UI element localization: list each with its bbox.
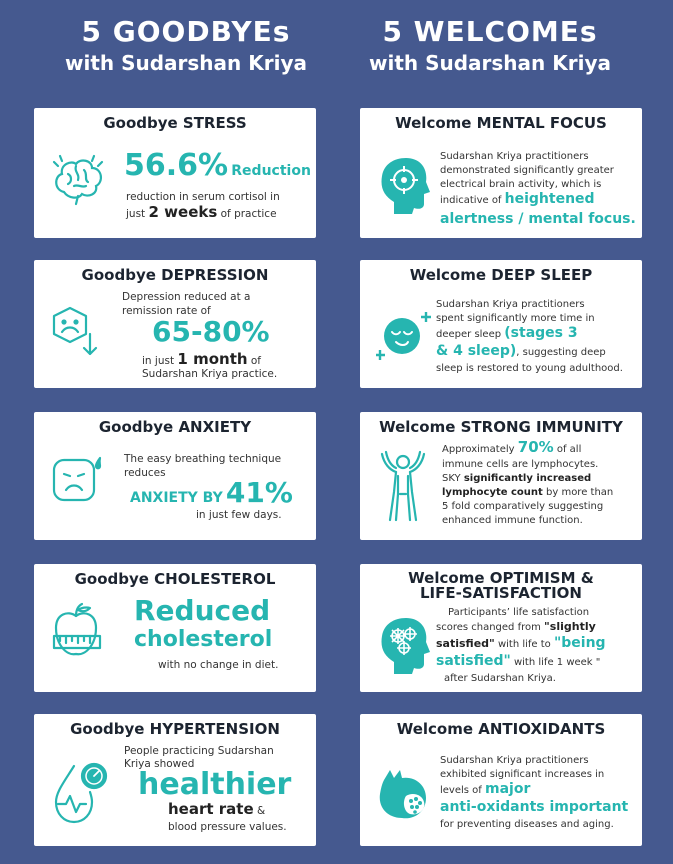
card-welcome-deep-sleep: [360, 260, 642, 388]
card-title: Welcome MENTAL FOCUS: [395, 114, 607, 132]
depression-stat: 65-80%: [152, 315, 270, 348]
stress-stat: 56.6%: [124, 148, 229, 183]
card-title: Goodbye ANXIETY: [98, 418, 252, 436]
antioxidants-line1: Sudarshan Kriya practitioners: [440, 755, 589, 766]
focus-line1: Sudarshan Kriya practitioners: [440, 151, 589, 162]
sleep-highlight1: (stages 3: [504, 325, 578, 341]
depression-line1: Depression reduced at a: [122, 291, 251, 303]
optimism-line1: Participants’ life satisfaction: [448, 607, 590, 618]
stress-line2-post: of practice: [217, 208, 277, 220]
depression-line3-pre: in just: [142, 355, 178, 367]
optimism-bold1: "slightly: [544, 620, 596, 633]
anxiety-stat: 41%: [225, 476, 293, 509]
sleep-line5: sleep is restored to young adulthood.: [436, 363, 623, 374]
sad-face-down-arrow-icon: [48, 304, 102, 358]
optimism-line3-post: with life to: [494, 639, 554, 650]
cholesterol-stat-line1: Reduced: [134, 594, 271, 627]
depression-line4: Sudarshan Kriya practice.: [142, 368, 278, 380]
focus-line3: electrical brain activity, which is: [440, 179, 602, 190]
card-goodbye-depression: [34, 260, 316, 388]
hypertension-line1: People practicing Sudarshan: [124, 745, 274, 757]
goodbyes-header: [36, 16, 336, 76]
immunity-bold2: lymphocyte count: [442, 487, 543, 498]
apple-measuring-tape-icon: [50, 602, 108, 666]
card-welcome-mental-focus: [360, 108, 642, 238]
antioxidants-line3-pre: levels of: [440, 785, 485, 796]
pomegranate-icon: [376, 766, 432, 820]
cholesterol-line1: with no change in diet.: [158, 659, 279, 671]
antioxidants-highlight1: major: [485, 781, 531, 797]
card-goodbye-anxiety: [34, 412, 316, 540]
welcomes-subheading: with Sudarshan Kriya: [368, 51, 611, 75]
depression-line2: remission rate of: [122, 305, 211, 317]
hypertension-amp: &: [253, 805, 266, 817]
immunity-stat: 70%: [517, 438, 554, 456]
card-title: Goodbye STRESS: [103, 114, 247, 132]
optimism-line5: after Sudarshan Kriya.: [444, 673, 556, 684]
hypertension-line2: Kriya showed: [124, 758, 195, 770]
head-target-icon: [378, 156, 430, 216]
immunity-line6: enhanced immune function.: [442, 515, 583, 526]
welcomes-heading: 5 WELCOMEs: [382, 15, 598, 48]
immunity-line1-post: of all: [553, 444, 582, 455]
card-welcome-antioxidants: [360, 714, 642, 846]
card-title: Welcome DEEP SLEEP: [409, 266, 593, 284]
stress-line2-pre: just: [126, 208, 149, 220]
focus-highlight2: alertness / mental focus.: [440, 211, 636, 227]
stress-duration: 2 weeks: [148, 203, 218, 221]
focus-highlight1: heightened: [504, 191, 595, 207]
card-welcome-strong-immunity: [360, 412, 642, 540]
card-title: Goodbye HYPERTENSION: [70, 720, 280, 738]
strong-body-icon: [378, 450, 428, 522]
immunity-line2: immune cells are lymphocytes.: [442, 459, 599, 470]
sleep-highlight2: & 4 sleep): [436, 343, 517, 359]
optimism-line4-post: with life 1 week ": [510, 657, 601, 668]
focus-line4-pre: indicative of: [440, 195, 505, 206]
stress-line1: reduction in serum cortisol in: [126, 191, 280, 203]
sleep-line2: spent significantly more time in: [436, 313, 595, 324]
welcomes-header: [340, 16, 640, 76]
immunity-line1-pre: Approximately: [442, 444, 518, 455]
anxiety-line3: in just few days.: [196, 509, 282, 521]
immunity-line3-pre: SKY: [442, 473, 464, 484]
card-title-line1: Welcome OPTIMISM &: [408, 569, 594, 587]
sleep-line3-pre: deeper sleep: [436, 329, 505, 340]
goodbyes-heading: 5 GOODBYEs: [81, 15, 291, 48]
goodbyes-subheading: with Sudarshan Kriya: [64, 51, 307, 75]
hypertension-line3: blood pressure values.: [168, 821, 287, 833]
card-title: Welcome ANTIOXIDANTS: [396, 720, 606, 738]
sleep-line4-post: , suggesting deep: [516, 347, 606, 358]
hypertension-stat: healthier: [138, 767, 292, 802]
sleep-line1: Sudarshan Kriya practitioners: [436, 299, 585, 310]
optimism-line2-pre: scores changed from: [436, 622, 545, 633]
anxiety-label: ANXIETY BY: [130, 490, 223, 506]
immunity-line4-post: by more than: [542, 487, 614, 498]
anxiety-line2: reduces: [124, 467, 166, 479]
card-goodbye-hypertension: [34, 714, 316, 846]
optimism-highlight2: satisfied": [436, 653, 511, 669]
card-title: Welcome STRONG IMMUNITY: [379, 418, 623, 436]
optimism-highlight1: "being: [553, 635, 606, 651]
depression-line3-post: of: [247, 355, 262, 367]
immunity-bold1: significantly increased: [463, 473, 592, 484]
card-title-line2: LIFE-SATISFACTION: [420, 584, 582, 602]
anxiety-line1: The easy breathing technique: [124, 453, 282, 465]
card-goodbye-cholesterol: [34, 564, 316, 692]
optimism-bold2: satisfied": [436, 637, 495, 650]
card-goodbye-stress: [34, 108, 316, 238]
cholesterol-stat-line2: cholesterol: [134, 627, 273, 652]
antioxidants-line2: exhibited significant increases in: [440, 769, 605, 780]
depression-duration: 1 month: [177, 350, 248, 368]
card-welcome-optimism: [360, 564, 642, 692]
worried-face-icon: [50, 452, 106, 508]
card-title: Goodbye CHOLESTEROL: [74, 570, 276, 588]
immunity-line5: 5 fold comparatively suggesting: [442, 501, 604, 512]
focus-line2: demonstrated significantly greater: [440, 165, 614, 176]
head-flowers-icon: [378, 614, 430, 676]
blood-drop-gauge-icon: [50, 760, 110, 826]
antioxidants-line5: for preventing diseases and aging.: [440, 819, 614, 830]
hypertension-heart-rate: heart rate: [168, 800, 254, 818]
antioxidants-highlight2: anti-oxidants important: [440, 799, 629, 815]
sleeping-face-icon: [376, 308, 434, 364]
brain-icon: [50, 152, 106, 208]
card-title: Goodbye DEPRESSION: [81, 266, 269, 284]
stress-stat-suffix: Reduction: [231, 163, 311, 179]
